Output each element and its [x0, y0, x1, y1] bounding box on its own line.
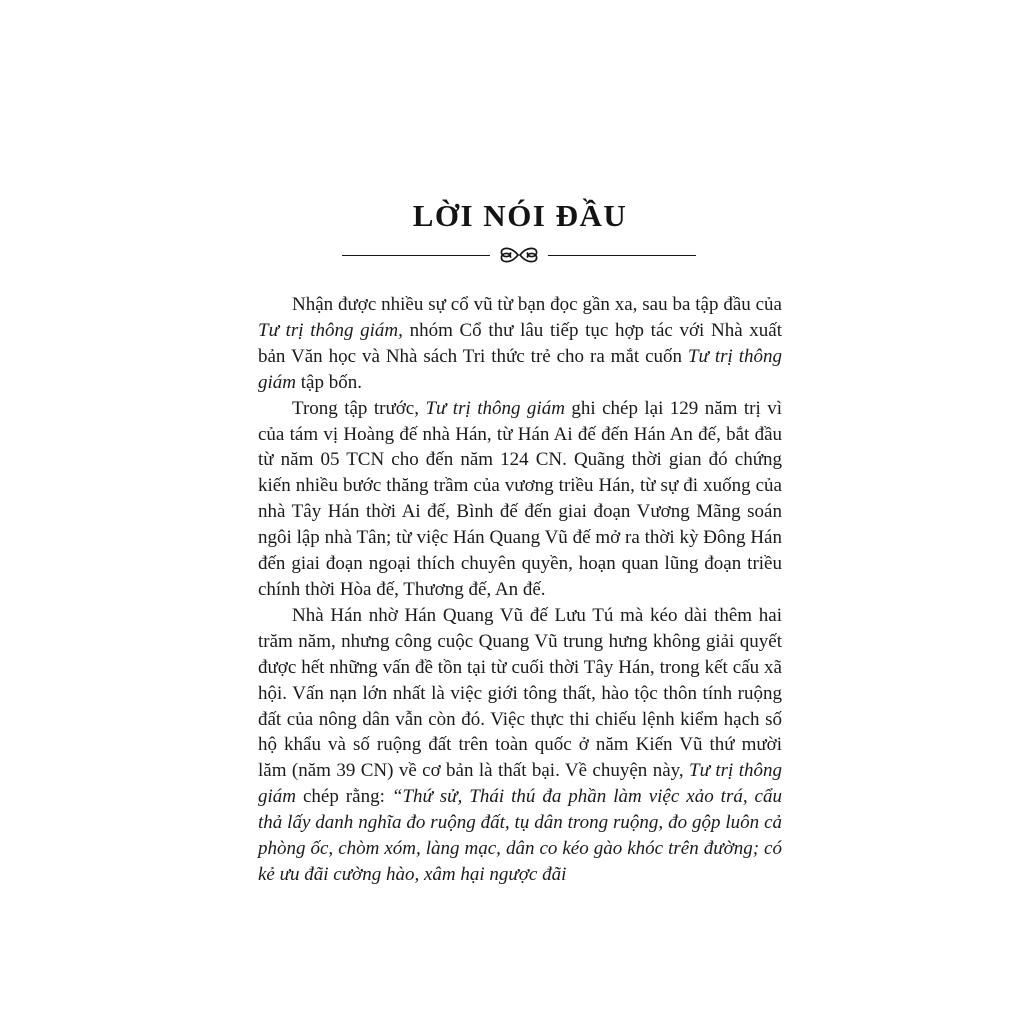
- text-run: Tư trị thông giám: [425, 397, 565, 419]
- text-run: Tư trị thông giám: [258, 345, 782, 393]
- text-run: “Thứ sử, Thái thú đa phần làm việc xảo trá, cẩu thả lấy danh nghĩa đo ruộng đất, tụ dân trong ruộng, đo gộp luôn cả phòng ốc, chòm xóm, làng mạc, dân co kéo gào khóc trên đường; có kẻ ưu đãi cường hào, xâm hại ngược đãi: [258, 786, 782, 885]
- text-run: Nhà Hán nhờ Hán Quang Vũ đế Lưu Tú mà kéo dài thêm hai trăm năm, nhưng công cuộc Quang Vũ trung hưng không giải quyết được hết những vấn đề tồn tại từ cuối thời Tây Hán, trong kết cấu xã hội. Vấn nạn lớn nhất là việc giới tông thất, hào tộc thôn tính ruộng đất của nông dân vẫn còn đó. Việc thực thi chiếu lệnh kiểm hạch số hộ khẩu và số ruộng đất trên toàn quốc ở năm Kiến Vũ thứ mười lăm (năm 39 CN) về cơ bản là thất bại. Về chuyện này,: [258, 604, 782, 782]
- fleuron-icon: [497, 245, 541, 265]
- divider-line-left: [342, 255, 490, 256]
- paragraph: [258, 396, 782, 603]
- divider-line-right: [548, 255, 696, 256]
- section-divider: [342, 244, 696, 266]
- text-run: Tư trị thông giám,: [258, 319, 403, 341]
- paragraph: [258, 292, 782, 396]
- text-run: Nhận được nhiều sự cổ vũ từ bạn đọc gần xa, sau ba tập đầu của: [292, 294, 782, 315]
- text-run: nhóm Cổ thư lâu tiếp tục hợp tác với Nhà xuất bản Văn học và Nhà sách Tri thức trẻ cho ra mắt cuốn: [258, 319, 783, 367]
- text-run: Tư trị thông giám: [258, 760, 782, 808]
- text-run: tập bốn.: [296, 371, 362, 393]
- text-run: Trong tập trước,: [292, 397, 426, 419]
- text-run: ghi chép lại 129 năm trị vì của tám vị Hoàng đế nhà Hán, từ Hán Ai đế đến Hán An đế, bắt đầu từ năm 05 TCN cho đến năm 124 CN. Quãng thời gian đó chứng kiến nhiều bước thăng trầm của vương triều Hán, từ sự đi xuống của nhà Tây Hán thời Ai đế, Bình đế đến giai đoạn Vương Mãng soán ngôi lập nhà Tân; từ việc Hán Quang Vũ đế mở ra thời kỳ Đông Hán đến giai đoạn ngoại thích chuyên quyền, hoạn quan lũng đoạn triều chính thời Hòa đế, Thương đế, An đế.: [258, 397, 782, 600]
- page-title: LỜI NÓI ĐẦU: [412, 198, 628, 233]
- paragraph: [258, 603, 782, 888]
- body-text: [258, 292, 782, 888]
- text-run: chép rằng:: [296, 786, 392, 808]
